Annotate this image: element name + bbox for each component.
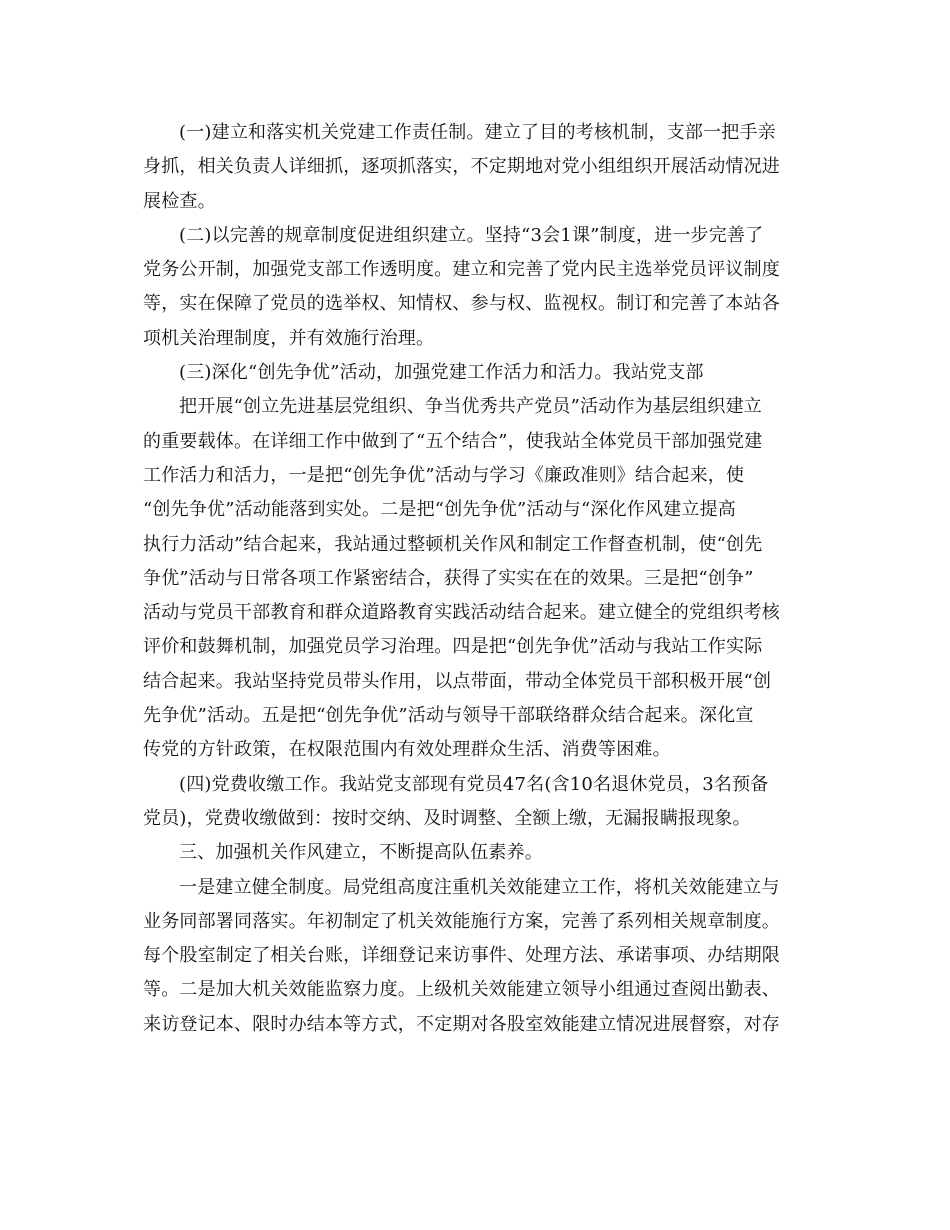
text-line: 党务公开制，加强党支部工作透明度。建立和完善了党内民主选举党员评议制度 xyxy=(143,259,780,281)
text-line: 展检查。 xyxy=(143,190,216,212)
text-line: 三、加强机关作风建立，不断提高队伍素养。 xyxy=(179,842,543,864)
text-line: 的重要载体。在详细工作中做到了“五个结合”，使我站全体党员干部加强党建 xyxy=(143,430,763,452)
text-line: 等。二是加大机关效能监察力度。上级机关效能建立领导小组通过查阅出勤表、 xyxy=(143,979,780,1001)
text-line: 每个股室制定了相关台账，详细登记来访事件、处理方法、承诺事项、办结期限 xyxy=(143,945,780,967)
text-line: 工作活力和活力，一是把“创先争优”活动与学习《廉政准则》结合起来，使 xyxy=(143,464,745,486)
text-line: 执行力活动”结合起来，我站通过整顿机关作风和制定工作督查机制，使“创先 xyxy=(143,533,763,555)
text-line: 把开展“创立先进基层党组织、争当优秀共产党员”活动作为基层组织建立 xyxy=(179,396,763,418)
text-line: 先争优”活动。五是把“创先争优”活动与领导干部联络群众结合起来。深化宣 xyxy=(143,705,754,727)
text-line: 活动与党员干部教育和群众道路教育实践活动结合起来。建立健全的党组织考核 xyxy=(143,602,780,624)
text-line: (二)以完善的规章制度促进组织建立。坚持“3会1课”制度，进一步完善了 xyxy=(179,224,764,246)
text-line: (三)深化“创先争优”活动，加强党建工作活力和活力。我站党支部 xyxy=(179,362,704,384)
text-line: 党员)，党费收缴做到：按时交纳、及时调整、全额上缴，无漏报瞒报现象。 xyxy=(143,807,751,829)
text-line: 等，实在保障了党员的选举权、知情权、参与权、监视权。制订和完善了本站各 xyxy=(143,293,780,315)
text-line: 传党的方针政策，在权限范围内有效处理群众生活、消费等困难。 xyxy=(143,739,671,761)
text-line: 项机关治理制度，并有效施行治理。 xyxy=(143,327,435,349)
text-line: 身抓，相关负责人详细抓，逐项抓落实，不定期地对党小组组织开展活动情况进 xyxy=(143,156,780,178)
text-line: 争优”活动与日常各项工作紧密结合，获得了实实在在的效果。三是把“创争” xyxy=(143,567,754,589)
text-line: 来访登记本、限时办结本等方式，不定期对各股室效能建立情况进展督察，对存 xyxy=(143,1013,780,1035)
document-body xyxy=(143,116,809,1042)
text-line: (一)建立和落实机关党建工作责任制。建立了目的考核机制，支部一把手亲 xyxy=(179,122,776,143)
text-line: 业务同部署同落实。年初制定了机关效能施行方案，完善了系列相关规章制度。 xyxy=(143,910,780,932)
text-line: 结合起来。我站坚持党员带头作用，以点带面，带动全体党员干部积极开展“创 xyxy=(143,670,772,692)
text-line: 一是建立健全制度。局党组高度注重机关效能建立工作，将机关效能建立与 xyxy=(179,876,780,898)
text-line: “创先争优”活动能落到实处。二是把“创先争优”活动与“深化作风建立提高 xyxy=(143,499,737,521)
text-line: (四)党费收缴工作。我站党支部现有党员47名(含10名退休党员，3名预备 xyxy=(179,773,769,795)
text-line: 评价和鼓舞机制，加强党员学习治理。四是把“创先争优”活动与我站工作实际 xyxy=(143,636,763,658)
